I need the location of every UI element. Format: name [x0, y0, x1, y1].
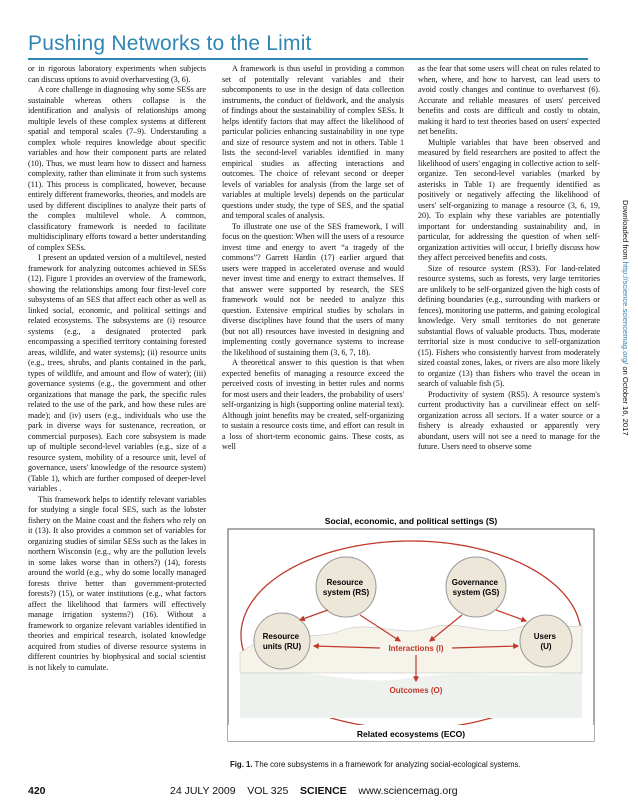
text-column-1	[28, 64, 206, 673]
journal-url[interactable]: www.sciencemag.org	[358, 785, 458, 797]
gs-to-users-arrow	[496, 610, 526, 621]
resource-units-label	[263, 632, 302, 651]
issue-date: 24 JULY 2009	[170, 785, 236, 797]
settings-label: Social, economic, and political settings (S)	[324, 516, 498, 526]
users-node	[520, 615, 572, 667]
text-column-3	[418, 64, 600, 509]
resource-units-label-line1: Resource	[262, 632, 300, 641]
journal-name: SCIENCE	[300, 785, 347, 797]
resource-units-node	[254, 613, 310, 669]
users-label-line2: (U)	[540, 642, 552, 651]
paragraph: A framework is thus useful in providing a common set of potentially relevant variables and their subcomponents to use in the design of data collection instruments, the conduct of fieldwork, and the analysis of findings about the sustainability of complex SESs. It helps identify factors that may affect the likelihood of particular policies enhancing sustainability in one type and size of resource system and not in others. Table 1 lists the second-level variables identified in many empirical studies as affecting interactions and outcomes. The choice of relevant second or deeper levels of variables for analysis (from the large set of variables at multiple levels) depends on the particular questions under study, the type of SES, and the spatial and temporal scales of analysis.	[222, 64, 404, 220]
resource-system-node	[316, 557, 376, 617]
paragraph: as the fear that some users will cheat on rules related to when, where, and how to harvest, can lead users to avoid costly changes and continue to overharvest (6). Accurate and reliable measures of users' perceived benefits and costs are difficult and costly to obtain, making it hard to test theories based on users' expected net benefits.	[418, 64, 600, 136]
figure-caption-text: The core subsystems in a framework for analyzing social-ecological systems.	[252, 760, 521, 769]
paragraph: Multiple variables that have been observed and measured by field researchers are posited to affect the likelihood of users' engaging in collective action to self-organize. Ten second-level variables (marked by asterisks in Table 1) are frequently identified as positively or negatively affecting the likelihood of users' self-organizing to manage a resource (3, 6, 19, 20). To explain why these variables are potentially important for understanding sustainability and, in particular, for addressing the question of when self-organization activities will occur, I briefly discuss how they affect perceived benefits and costs.	[418, 137, 600, 262]
paragraph: This framework helps to identify relevant variables for studying a single focal SES, such as the lobster fishery on the Maine coast and the fishers who rely on it (13). It also provides a common set of variables for organizing studies of similar SESs such as the lakes in northern Wisconsin (e.g., why are the pollution levels in some lakes worse than in others?) (14), forests around the world (e.g., why do some locally managed forests thrive better than government-protected forests?) (15), or water institutions (e.g., what factors affect the likelihood that farmers will effectively manage irrigation systems?) (16). Without a framework to organize relevant variables identified in theories and empirical research, isolated knowledge acquired from studies of diverse resource systems in different countries by biophysical and social scientist is not likely to cumulate.	[28, 494, 206, 672]
paragraph: Productivity of system (RS5). A resource system's current productivity has a curvilinear effect on self-organization across all sectors. If a water source or a fishery is already exhausted or apparently very abundant, users will not see a need to manage for the future. Users need to observe some	[418, 389, 600, 451]
download-note-prefix: Downloaded from	[621, 200, 630, 262]
text-column-2	[222, 64, 404, 509]
download-note-link[interactable]: http://science.sciencemag.org/	[621, 261, 630, 365]
download-note-suffix: on October 16, 2017	[621, 364, 630, 436]
users-label-line1: Users	[533, 632, 557, 641]
issue-volume: VOL 325	[247, 785, 289, 797]
governance-system-node	[446, 557, 506, 617]
governance-system-label	[452, 578, 500, 597]
resource-system-label-line2: system (RS)	[322, 588, 370, 597]
paragraph: Size of resource system (RS3). For land-related resource systems, such as forests, very large territories are unlikely to be self-organized given the high costs of defining boundaries (e.g., surrounding with markers or fences), monitoring use patterns, and gaining ecological knowledge. Very small territories do not generate substantial flows of valuable products. Thus, moderate territorial size is most conducive to self-organization (15). Fishers who consistently harvest from moderately sized coastal zones, lakes, or rivers are also more likely to organize (13) than fishers who travel the ocean in search of valuable fish (5).	[418, 263, 600, 388]
paragraph: or in rigorous laboratory experiments when subjects can discuss options to avoid overharvesting (3, 6).	[28, 64, 206, 84]
resource-system-label	[323, 578, 370, 597]
ecosystems-label: Related ecosystems (ECO)	[356, 729, 466, 739]
figure-1	[220, 513, 602, 775]
figure-caption-label: Fig. 1.	[230, 760, 253, 769]
outcomes-label: Outcomes (O)	[389, 686, 443, 695]
figure-caption	[230, 760, 521, 769]
paragraph: A theoretical answer to this question is that when expected benefits of managing a resource exceed the perceived costs of investing in better rules and norms for most users and their leaders, the probability of users' self-organizing is high (supporting online material text). Although joint benefits may be created, self-organizing to sustain a resource costs time, and effort can result in a loss of short-term economic gains. These costs, as well	[222, 358, 404, 451]
resource-units-label-line2: units (RU)	[262, 642, 302, 651]
ses-framework-diagram	[220, 513, 602, 758]
interactions-label: Interactions (I)	[388, 644, 444, 653]
download-note	[606, 200, 630, 620]
page-number: 420	[28, 785, 46, 797]
paragraph: To illustrate one use of the SES framework, I will focus on the question: When will the users of a resource invest time and energy to avert “a tragedy of the commons”? Garrett Hardin (17) earlier argued that users were trapped in accelerated overuse and would never invest time and energy to extract themselves. If that answer were supported by research, the SES framework would not be needed to analyze this question. Extensive empirical studies by scholars in diverse disciplines have found that the users of many (but not all) resources have invested in designing and implementing costly governance systems to increase the likelihood of sustaining them (3, 6, 7, 18).	[222, 221, 404, 357]
resource-system-label-line1: Resource	[326, 578, 364, 587]
paragraph: I present an updated version of a multilevel, nested framework for analyzing outcomes achieved in SESs (12). Figure 1 provides an overview of the framework, showing the relationships among four first-level core subsystems of an SES that affect each other as well as linked social, economic, and political settings and related ecosystems. The subsystems are (i) resource systems (e.g., a designated protected park encompassing a specified territory containing forested areas, wildlife, and water systems); (ii) resource units (e.g., trees, shrubs, and plants contained in the park, types of wildlife, and amount and flow of water); (iii) governance systems (e.g., the government and other organizations that manage the park, the specific rules related to the use of the park, and how these rules are made); and (iv) users (e.g., individuals who use the park in diverse ways for sustenance, recreation, or commercial purposes). Each core subsystem is made up of multiple second-level variables (e.g., size of a resource system, mobility of a resource unit, level of governance, users' knowledge of the resource system) (Table 1), which are further composed of deeper-level variables .	[28, 253, 206, 493]
section-title: Pushing Networks to the Limit	[28, 32, 312, 55]
issue-info	[170, 785, 458, 797]
governance-system-label-line1: Governance	[451, 578, 499, 587]
rs-to-ru-arrow	[300, 610, 328, 620]
governance-system-label-line2: system (GS)	[452, 588, 500, 597]
paragraph: A core challenge in diagnosing why some SESs are sustainable whereas others collapse is the identification and analysis of relationships among multiple levels of these complex systems at different spatial and temporal scales (7–9). Understanding a complex whole requires knowledge about specific variables and how their component parts are related (10). Thus, we must learn how to dissect and harness complexity, rather than eliminate it from such systems (11). This process is complicated, however, because entirely different frameworks, theories, and models are used by different disciplines to analyze their parts of the complex multilevel whole. A common, classificatory framework is needed to facilitate multidisciplinary efforts toward a better understanding of complex SESs.	[28, 85, 206, 252]
section-rule	[28, 58, 588, 60]
